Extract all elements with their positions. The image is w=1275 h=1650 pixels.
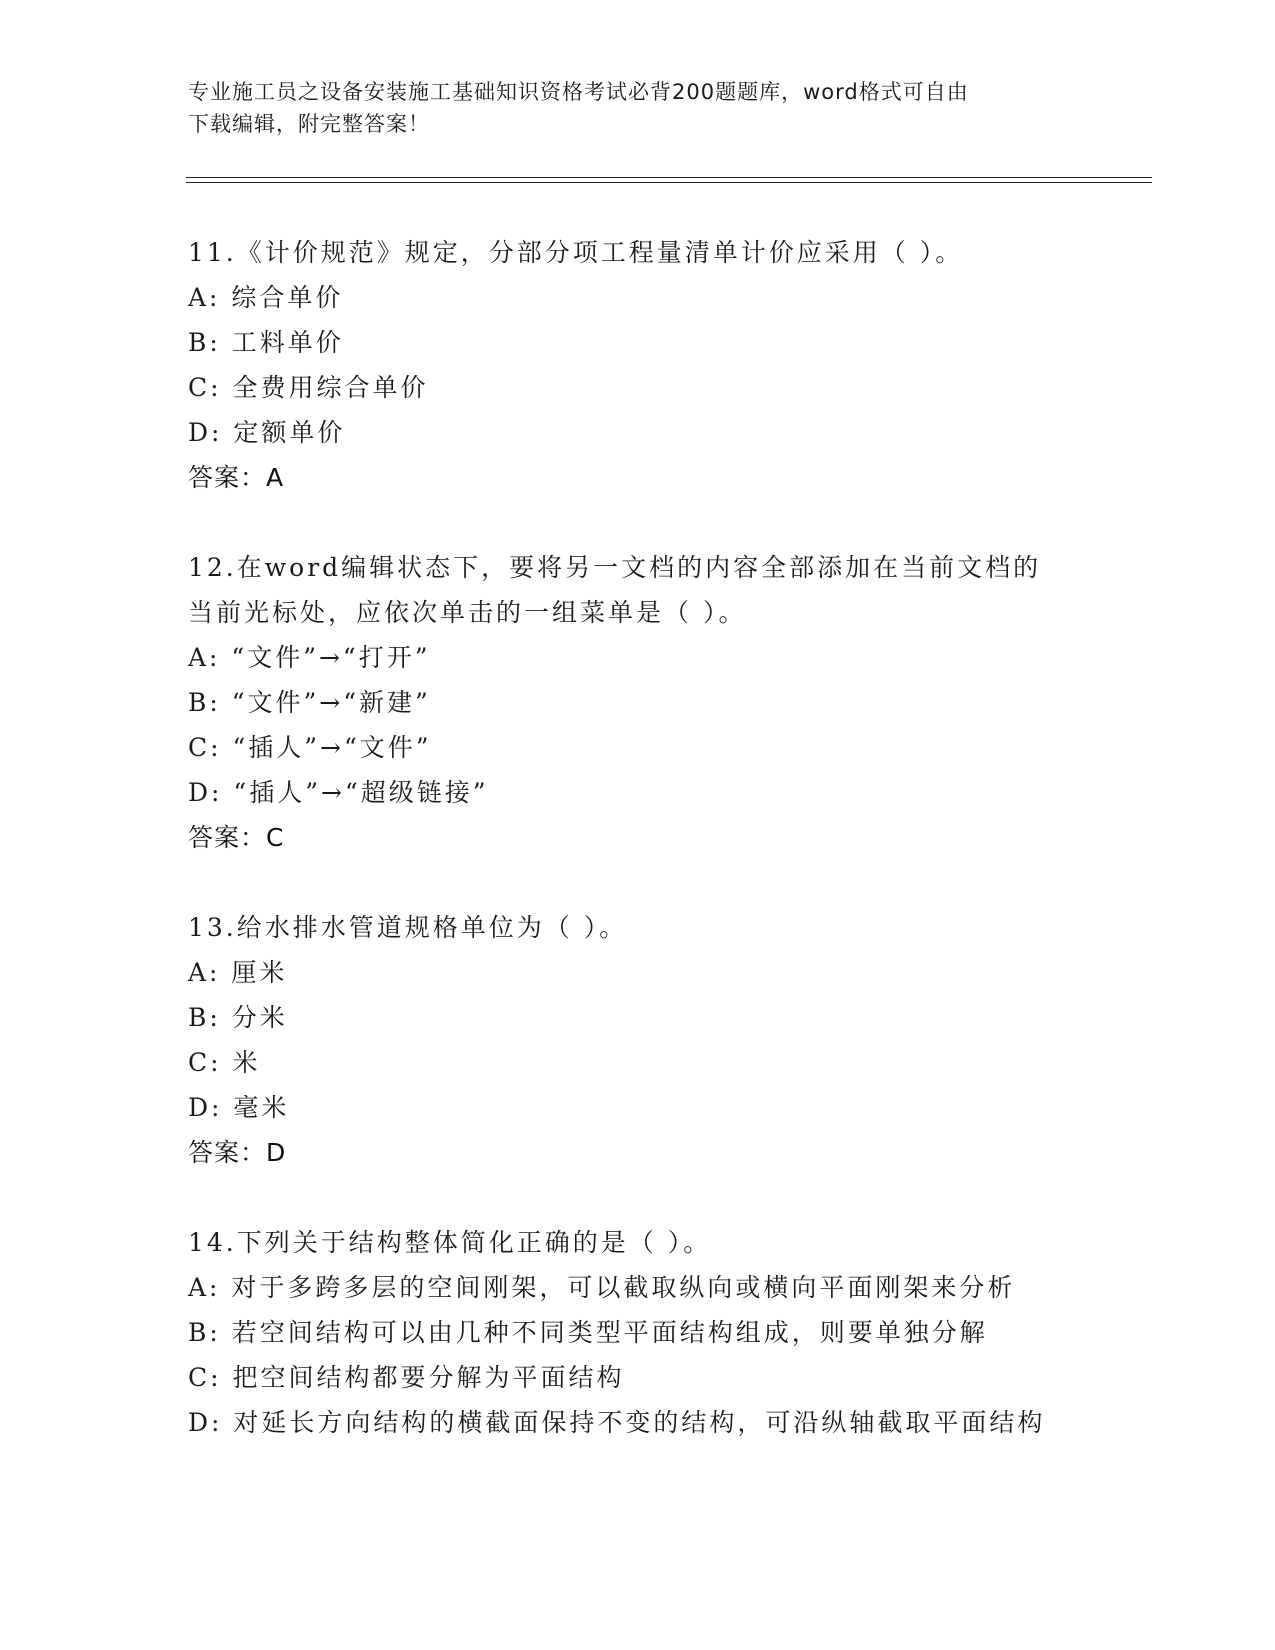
header-line-2: 下载编辑，附完整答案！ bbox=[188, 112, 430, 136]
option-a: A: “文件”→“打开” bbox=[188, 643, 431, 672]
question-stem: 14.下列关于结构整体简化正确的是（ ）。 bbox=[188, 1228, 712, 1257]
answer-label: 答案：A bbox=[188, 463, 285, 492]
option-d: D: 定额单价 bbox=[188, 418, 346, 447]
document-header bbox=[188, 76, 1088, 140]
option-c: C: 把空间结构都要分解为平面结构 bbox=[188, 1363, 625, 1392]
option-d: D: “插人”→“超级链接” bbox=[188, 778, 489, 807]
answer-label: 答案：C bbox=[188, 823, 285, 852]
question-stem-line-1: 12.在word编辑状态下，要将另一文档的内容全部添加在当前文档的 bbox=[188, 553, 1042, 582]
option-a: A: 厘米 bbox=[188, 958, 288, 987]
option-b: B: 若空间结构可以由几种不同类型平面结构组成，则要单独分解 bbox=[188, 1318, 988, 1347]
option-a: A: 综合单价 bbox=[188, 283, 344, 312]
option-c: C: 米 bbox=[188, 1048, 261, 1077]
option-d: D: 对延长方向结构的横截面保持不变的结构，可沿纵轴截取平面结构 bbox=[188, 1408, 1046, 1437]
question-stem: 11.《计价规范》规定，分部分项工程量清单计价应采用（ ）。 bbox=[188, 238, 964, 267]
header-divider-top bbox=[186, 177, 1152, 178]
option-b: B: “文件”→“新建” bbox=[188, 688, 431, 717]
option-c: C: “插人”→“文件” bbox=[188, 733, 432, 762]
answer-label: 答案：D bbox=[188, 1138, 287, 1167]
option-c: C: 全费用综合单价 bbox=[188, 373, 429, 402]
question-11 bbox=[188, 230, 1108, 500]
question-stem: 13.给水排水管道规格单位为（ ）。 bbox=[188, 913, 628, 942]
option-b: B: 分米 bbox=[188, 1003, 288, 1032]
header-line-1: 专业施工员之设备安装施工基础知识资格考试必背200题题库，word格式可自由 bbox=[188, 80, 969, 104]
option-a: A: 对于多跨多层的空间刚架，可以截取纵向或横向平面刚架来分析 bbox=[188, 1273, 1016, 1302]
question-14 bbox=[188, 1220, 1108, 1445]
question-12 bbox=[188, 545, 1108, 860]
question-stem-line-2: 当前光标处，应依次单击的一组菜单是（ ）。 bbox=[188, 598, 747, 627]
header-divider-bottom bbox=[186, 182, 1152, 183]
option-b: B: 工料单价 bbox=[188, 328, 344, 357]
question-13 bbox=[188, 905, 1108, 1175]
option-d: D: 毫米 bbox=[188, 1093, 290, 1122]
